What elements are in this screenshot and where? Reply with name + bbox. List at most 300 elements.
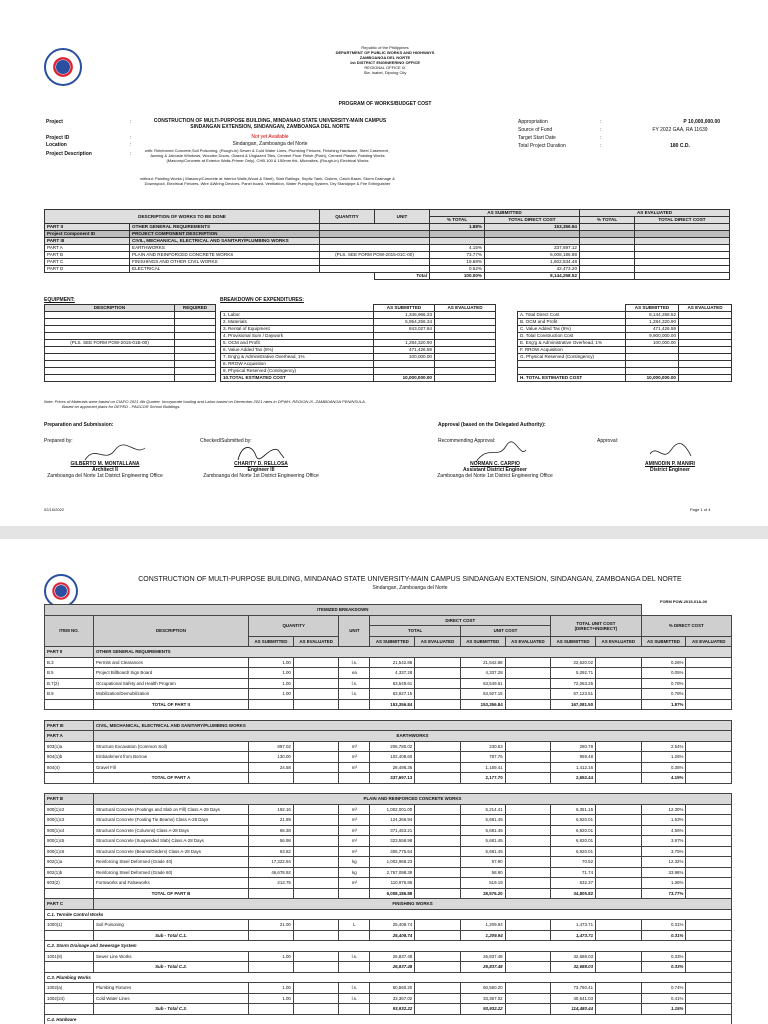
itemized-total-eval [415,678,461,689]
itemized-pct-sub: 0.78% [641,689,686,700]
itemized-item-no: 804(1)b [45,752,94,763]
itemized-tuc-eval [596,657,642,668]
works-part: PART D [45,266,130,273]
works-row [45,252,730,259]
itemized-total-sub: 2,767,098.39 [370,867,415,878]
itemized-unit: m³ [339,846,370,857]
equipment-required [175,361,216,368]
works-total-pct-eval [580,273,635,280]
breakdown-evaluated [435,347,496,354]
itemized-uc-sub: 58.90 [460,867,505,878]
summary-evaluated [679,326,732,333]
itemized-pct-sub: 4.56% [641,825,686,836]
equipment-row [45,347,216,354]
itemized-pct-eval [686,846,732,857]
itemized-pct-eval [686,668,732,679]
itemized-pct-eval [686,930,732,941]
summary-blank-sub [626,368,679,375]
col-unit: UNIT [375,210,430,224]
itemized-qty-eval [293,1004,339,1015]
itemized-category: C.1. Termite Control Works [45,909,732,920]
breakdown-table [220,304,496,382]
breakdown-label: 5. OCM and Profit [221,340,374,347]
itemized-item-no: 903(2) [45,878,94,889]
breakdown-submitted: 1,346,966.33 [374,312,435,319]
itemized-qty-sub [249,773,294,784]
breakdown-submitted: 1,284,320.90 [374,340,435,347]
works-row [45,245,730,252]
itemized-desc: Sub - Total C.1. [94,930,249,941]
summary-label: F. RROW Acquisition [518,347,626,354]
works-part: PART III [45,238,130,245]
itemized-row [45,962,732,973]
itemized-desc: Cold Water Lines [94,993,249,1004]
itemized-qty-sub: 21.00 [249,920,294,931]
breakdown-row [221,347,496,354]
summary-label: A. Total Direct Cost [518,312,626,319]
breakdown-total-evaluated [435,375,496,382]
equipment-required [175,333,216,340]
itemized-desc: Structural Concrete (Suspended Slab) Class A-28 Days [94,836,249,847]
breakdown-label: 4. Provisional Sum / Daywork [221,333,374,340]
equipment-desc [45,361,175,368]
h-sub-uc: AS SUBMITTED [460,636,505,647]
itemized-total-eval [415,888,461,899]
itemized-breakdown-title: ITEMIZED BREAKDOWN [45,605,642,616]
itemized-pct-eval [686,678,732,689]
itemized-uc-sub: 60,560.20 [460,983,505,994]
works-desc: OTHER GENERAL REQUIREMENTS [130,224,320,231]
itemized-item-no: 1001(8) [45,951,94,962]
itemized-uc-sub: 2,177.70 [460,773,505,784]
itemized-row [45,930,732,941]
itemized-item-no [45,888,94,899]
itemized-pct-eval [686,993,732,1004]
summary-submitted: 1,284,320.90 [626,319,679,326]
col-pct-evaluated: % TOTAL [580,217,635,224]
works-note [320,259,430,266]
works-tdc: 153,356.84 [485,224,580,231]
equipment-required [175,312,216,319]
itemized-item-no: B.9 [45,689,94,700]
itemized-total-eval [415,951,461,962]
works-pct [430,238,485,245]
itemized-qty-sub: 1.00 [249,668,294,679]
itemized-uc-sub: 153,356.84 [460,699,505,710]
summary-evaluated [679,347,732,354]
signatory-4: AMINODIN P. MANIRI District Engineer [645,461,695,473]
preparation-title: Preparation and Submission: [44,422,114,428]
itemized-qty-eval [293,741,339,752]
project-id-label: Project ID [46,135,70,141]
itemized-tuc-sub: 167,081.50 [551,699,596,710]
itemized-part-desc: PLAIN AND REINFORCED CONCRETE WORKS [94,794,732,805]
equipment-required [175,319,216,326]
itemized-qty-sub: 65.38 [249,825,294,836]
itemized-category: C.3. Plumbing Works [45,972,732,983]
itemized-gap [45,783,732,794]
dpwh-seal-logo-2 [44,574,78,608]
itemized-qty-eval [293,668,339,679]
itemized-row [45,1004,732,1015]
itemized-uc-sub: 787.76 [460,752,505,763]
works-pct: 73.77% [430,252,485,259]
itemized-pct-sub: 33.98% [641,867,686,878]
works-row [45,266,730,273]
works-tdc-eval [635,252,730,259]
itemized-uc-eval [505,699,551,710]
itemized-unit: l.s. [339,678,370,689]
itemized-item-no: 900(1)c5 [45,836,94,847]
itemized-qty-eval [293,689,339,700]
equipment-desc [45,312,175,319]
itemized-qty-sub: 17,322.94 [249,857,294,868]
summary-submitted [626,347,679,354]
works-pct: 0.52% [430,266,485,273]
itemized-row [45,825,732,836]
description-without: without: Painting Works ( Masonry/Concrete at Interior Walls,Wood & Steel), Stair Railings, Septic Tank, Cistern, Catch Basin, Storm Drainage & Downspout, Electrical Fixtures, Wire &Wiring Devices, Panel board, Ventilation, Water Pumping System, Dry Standpipe & Fire Extinguisher [140,176,395,186]
itemized-tuc-sub: 5,292.71 [551,668,596,679]
equipment-desc [45,368,175,375]
itemized-tuc-eval [596,668,642,679]
summary-row [518,347,732,354]
equipment-row [45,312,216,319]
itemized-row [45,783,732,794]
itemized-total-eval [415,699,461,710]
itemized-total-eval [415,657,461,668]
itemized-qty-sub [249,962,294,973]
itemized-uc-eval [505,678,551,689]
breakdown-submitted: 471,426.59 [374,347,435,354]
itemized-total-sub: 25,408.74 [370,920,415,931]
recommending-label: Recommending Approval: [438,438,496,444]
itemized-pct-sub: 0.33% [641,962,686,973]
itemized-pct-sub: 0.74% [641,983,686,994]
itemized-tuc-sub: 73,760.41 [551,983,596,994]
itemized-item-no: 902(1)a [45,857,94,868]
itemized-total-sub: 323,558.98 [370,836,415,847]
itemized-total-sub: 60,560.20 [370,983,415,994]
works-tdc-eval [635,266,730,273]
itemized-part: PART II [45,647,94,658]
summary-label: E. Eng'g & Administrative Overhead, 1% [518,340,626,347]
h-eval-tuc: AS EVALUATED [596,636,642,647]
breakdown-row [221,312,496,319]
itemized-uc-sub: 57.90 [460,857,505,868]
itemized-qty-sub: 1.00 [249,951,294,962]
equipment-row [45,368,216,375]
itemized-tuc-sub: 67,123.51 [551,689,596,700]
itemized-tuc-eval [596,752,642,763]
itemized-total-sub: 1,002,968.23 [370,857,415,868]
itemized-qty-sub [249,930,294,941]
itemized-total-sub: 26,837.48 [370,962,415,973]
itemized-pct-sub: 4.15% [641,773,686,784]
itemized-tuc-sub: 32,688.03 [551,951,596,962]
breakdown-total-row [221,375,496,382]
itemized-tuc-sub: 1,473.71 [551,930,596,941]
itemized-total-eval [415,920,461,931]
equipment-row [45,375,216,382]
col-summary-evaluated: AS EVALUATED [679,305,732,312]
itemized-uc-sub: 1,209.94 [460,920,505,931]
equipment-note: (PLS. SEE FORM POW-2015-01B-00) [45,340,175,347]
summary-submitted [626,354,679,361]
itemized-qty-eval [293,773,339,784]
itemized-uc-eval [505,951,551,962]
col-total-unit-cost: TOTAL UNIT COST (DIRECT+INDIRECT) [551,615,641,636]
itemized-qty-sub: 56.98 [249,836,294,847]
itemized-tuc-eval [596,993,642,1004]
itemized-uc-sub: 4,337.28 [460,668,505,679]
itemized-uc-eval [505,993,551,1004]
itemized-uc-eval [505,825,551,836]
itemized-total-eval [415,857,461,868]
col-pct-submitted: % TOTAL [430,217,485,224]
works-desc: ELECTRICAL [130,266,320,273]
itemized-qty-sub: 192.16 [249,804,294,815]
itemized-tuc-sub: 959.48 [551,752,596,763]
works-note [320,238,430,245]
itemized-breakdown-table [44,604,732,1024]
itemized-tuc-sub: 34,805.82 [551,888,596,899]
col-quantity: QUANTITY [320,210,375,224]
breakdown-label: 1. Labor [221,312,374,319]
col-item-unit: UNIT [339,615,370,647]
h-sub-tuc: AS SUBMITTED [551,636,596,647]
itemized-row [45,888,732,899]
summary-label: B. OCM and Profit [518,319,626,326]
project-title: CONSTRUCTION OF MULTI-PURPOSE BUILDING, MINDANAO STATE UNIVERSITY-MAIN CAMPUS SINDANGAN EXTENSION, SINDANGAN, ZAMBOANGA DEL NORTE [153,118,387,130]
itemized-row [45,1014,732,1024]
itemized-desc: Soil Poisoning [94,920,249,931]
itemized-qty-eval [293,888,339,899]
itemized-uc-eval [505,878,551,889]
itemized-pct-sub: 1.53% [641,815,686,826]
equipment-row [45,354,216,361]
appropriation-label: Appropriation [518,119,548,125]
itemized-tuc-eval [596,867,642,878]
itemized-row [45,678,732,689]
itemized-total-sub: 4,337.28 [370,668,415,679]
itemized-qty-eval [293,699,339,710]
equipment-row [45,340,216,347]
itemized-item-no: B.7(2) [45,678,94,689]
itemized-row [45,815,732,826]
itemized-row [45,720,732,731]
works-desc: PLAIN AND REINFORCED CONCRETE WORKS [130,252,320,259]
itemized-row [45,773,732,784]
summary-evaluated [679,333,732,340]
itemized-uc-sub: 26,837.48 [460,962,505,973]
itemized-qty-sub: 1.00 [249,678,294,689]
works-pct-eval [580,238,635,245]
equipment-table [44,304,216,382]
itemized-qty-sub: 130.00 [249,752,294,763]
itemized-tuc-eval [596,741,642,752]
itemized-unit: kg [339,867,370,878]
itemized-pct-sub: 0.31% [641,930,686,941]
itemized-qty-eval [293,930,339,941]
itemized-item-no: 1000(1) [45,920,94,931]
itemized-total-sub: 110,976.86 [370,878,415,889]
breakdown-evaluated [435,361,496,368]
summary-row [518,333,732,340]
duration-label: Total Project Duration [518,143,566,149]
summary-label: C. Value Added Tax (5%) [518,326,626,333]
itemized-qty-eval [293,815,339,826]
itemized-pct-eval [686,857,732,868]
breakdown-label: 8. RROW Acquisition [221,361,374,368]
breakdown-evaluated [435,368,496,375]
itemized-tuc-sub: 6,351.15 [551,804,596,815]
itemized-row [45,993,732,1004]
itemized-unit: ea [339,668,370,679]
itemized-unit [339,773,370,784]
itemized-pct-sub: 0.31% [641,920,686,931]
itemized-tuc-eval [596,678,642,689]
itemized-tuc-eval [596,920,642,931]
itemized-uc-sub: 5,214.41 [460,804,505,815]
itemized-row [45,657,732,668]
equipment-required [175,347,216,354]
project-id-value: Not yet Available [251,134,289,140]
location-value: Sindangan, Zamboanga del Norte [232,141,308,147]
itemized-row [45,804,732,815]
itemized-tuc-sub: 6,920.01 [551,825,596,836]
itemized-pct-eval [686,657,732,668]
works-pct: 1.88% [430,224,485,231]
itemized-uc-eval [505,983,551,994]
itemized-tuc-eval [596,699,642,710]
itemized-total-sub: 153,356.84 [370,699,415,710]
summary-blank-sub [626,361,679,368]
itemized-part: PART III [45,720,94,731]
itemized-tuc-eval [596,825,642,836]
works-tdc: 42,473.20 [485,266,580,273]
itemized-uc-sub: 21,542.88 [460,657,505,668]
itemized-tuc-eval [596,888,642,899]
itemized-item-no: 900(1)c4 [45,825,94,836]
itemized-desc: TOTAL OF PART A [94,773,249,784]
summary-total-row [518,375,732,382]
itemized-unit: m³ [339,762,370,773]
itemized-tuc-sub: 70.52 [551,857,596,868]
itemized-qty-sub: 24.58 [249,762,294,773]
h-eval-total: AS EVALUATED [415,636,461,647]
itemized-row [45,741,732,752]
itemized-desc: Sewer Line Works [94,951,249,962]
equipment-desc [45,326,175,333]
itemized-pct-eval [686,741,732,752]
itemized-total-eval [415,773,461,784]
itemized-pct-eval [686,804,732,815]
works-part: Project Component ID [45,231,130,238]
itemized-pct-eval [686,962,732,973]
itemized-qty-sub: 1.00 [249,689,294,700]
itemized-uc-sub: 63,927.15 [460,689,505,700]
itemized-desc: Sub - Total C.2. [94,962,249,973]
itemized-qty-sub [249,1004,294,1015]
h-eval-pct: AS EVALUATED [686,636,732,647]
itemized-item-no: 900(1)c3 [45,815,94,826]
h-sub-qty: AS SUBMITTED [249,636,294,647]
itemized-pct-eval [686,752,732,763]
itemized-total-sub: 28,498.36 [370,762,415,773]
itemized-uc-eval [505,741,551,752]
itemized-unit: l.s. [339,689,370,700]
itemized-desc: Reinforcing Steel Deformed (Grade 40) [94,857,249,868]
itemized-total-sub: 206,780.02 [370,741,415,752]
fund-label: Source of Fund [518,127,553,133]
itemized-qty-sub: 53.82 [249,846,294,857]
itemized-category: C.2. Storm Drainage and Sewerage System [45,941,732,952]
col-dc-total: TOTAL [370,626,460,637]
col-breakdown-submitted: AS SUBMITTED [374,305,435,312]
works-total-pct: 100.00% [430,273,485,280]
itemized-tuc-sub: 6,920.01 [551,836,596,847]
fund-value: FY 2022 GAA, RA 11639 [652,127,708,133]
summary-submitted: 9,900,000.00 [626,333,679,340]
itemized-unit: m³ [339,752,370,763]
itemized-uc-eval [505,804,551,815]
dpwh-seal-logo [44,48,82,86]
itemized-desc: Embankment from Borrow [94,752,249,763]
itemized-desc: TOTAL OF PART B [94,888,249,899]
itemized-qty-eval [293,846,339,857]
itemized-row [45,752,732,763]
itemized-uc-eval [505,1004,551,1015]
itemized-item-no: 900(1)c2 [45,804,94,815]
itemized-tuc-eval [596,983,642,994]
itemized-qty-sub: 897.02 [249,741,294,752]
itemized-pct-sub: 73.77% [641,888,686,899]
equipment-row [45,361,216,368]
itemized-pct-eval [686,689,732,700]
works-row [45,231,730,238]
duration-value: 180 C.D. [670,143,690,149]
itemized-total-sub: 102,408.60 [370,752,415,763]
appropriation-value: P 10,000,000.00 [683,119,720,125]
itemized-qty-eval [293,825,339,836]
summary-total-label: H. TOTAL ESTIMATED COST [518,375,626,382]
itemized-tuc-sub: 40,641.03 [551,993,596,1004]
itemized-pct-eval [686,1004,732,1015]
itemized-uc-eval [505,888,551,899]
h-sub-pct: AS SUBMITTED [641,636,686,647]
itemized-qty-eval [293,867,339,878]
breakdown-submitted: 5,954,256.34 [374,319,435,326]
itemized-tuc-sub: 71.74 [551,867,596,878]
itemized-item-no [45,1004,94,1015]
col-direct-cost: DIRECT COST [370,615,551,626]
itemized-pct-eval [686,836,732,847]
itemized-qty-sub: 1.00 [249,657,294,668]
works-pct-eval [580,245,635,252]
itemized-unit: L [339,920,370,931]
itemized-uc-sub: 519.19 [460,878,505,889]
itemized-total-eval [415,836,461,847]
works-tdc [485,238,580,245]
breakdown-total-submitted: 10,000,000.00 [374,375,435,382]
itemized-total-eval [415,752,461,763]
breakdown-evaluated [435,354,496,361]
equipment-required [175,375,216,382]
summary-total-submitted: 10,000,000.00 [626,375,679,382]
itemized-part: PART B [45,794,94,805]
itemized-total-eval [415,804,461,815]
itemized-row [45,699,732,710]
